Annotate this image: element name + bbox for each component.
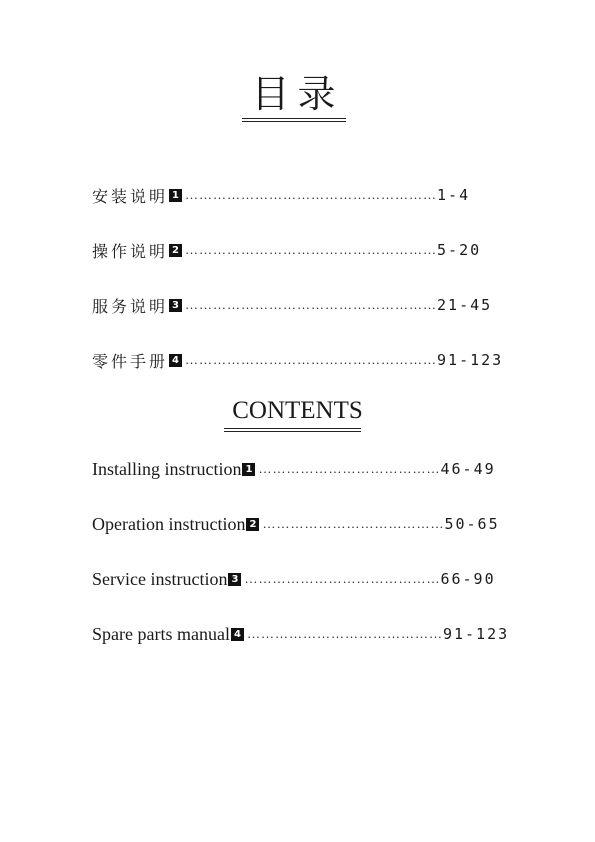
page-range: 91-123 — [442, 625, 510, 643]
section-number-badge: 1 — [169, 189, 182, 202]
dot-leader: ……………………………………………… — [185, 352, 438, 367]
page-range: 5-20 — [437, 241, 482, 259]
section-number-badge: 3 — [228, 573, 241, 586]
section-number-badge: 3 — [169, 299, 182, 312]
dot-leader: ………………………………… — [262, 516, 445, 531]
toc-entry-installation-cn[interactable] — [92, 183, 470, 207]
page-range: 50-65 — [444, 515, 500, 533]
toc-label: 安装说明 — [92, 186, 169, 206]
section-number-badge: 4 — [169, 354, 182, 367]
toc-entry-spare-parts-cn[interactable] — [92, 348, 503, 372]
toc-label: Service instruction — [92, 568, 228, 589]
toc-entry-operation-en[interactable] — [92, 512, 500, 536]
dot-leader: ……………………………………………… — [185, 242, 438, 257]
toc-label: 操作说明 — [92, 241, 169, 261]
dot-leader: ……………………………………………… — [185, 187, 438, 202]
page-title-english: CONTENTS — [232, 397, 363, 424]
section-number-badge: 1 — [242, 463, 255, 476]
section-number-badge: 2 — [169, 244, 182, 257]
toc-label: Installing instruction — [92, 458, 242, 479]
page-range: 21-45 — [437, 296, 493, 314]
section-number-badge: 4 — [231, 628, 244, 641]
page-range: 66-90 — [440, 570, 496, 588]
page-title-chinese: 目录 — [251, 72, 344, 116]
page-range: 91-123 — [437, 351, 504, 369]
toc-entry-service-cn[interactable] — [92, 293, 492, 317]
section-number-badge: 2 — [246, 518, 259, 531]
toc-label: Spare parts manual — [92, 623, 230, 644]
toc-label: Operation instruction — [92, 513, 246, 534]
dot-leader: …………………………………… — [244, 571, 441, 586]
title-underline-english — [224, 428, 361, 432]
dot-leader: ……………………………………………… — [185, 297, 438, 312]
toc-label: 零件手册 — [92, 351, 169, 371]
toc-entry-operation-cn[interactable] — [92, 238, 481, 262]
toc-label: 服务说明 — [92, 296, 169, 316]
page-range: 1-4 — [437, 186, 471, 204]
page-range: 46-49 — [440, 460, 496, 478]
toc-entry-service-en[interactable] — [92, 567, 496, 591]
toc-entry-spare-parts-en[interactable] — [92, 622, 509, 646]
title-underline-chinese — [242, 118, 346, 122]
dot-leader: …………………………………… — [246, 626, 443, 641]
dot-leader: ………………………………… — [258, 461, 441, 476]
toc-entry-installation-en[interactable] — [92, 457, 496, 481]
